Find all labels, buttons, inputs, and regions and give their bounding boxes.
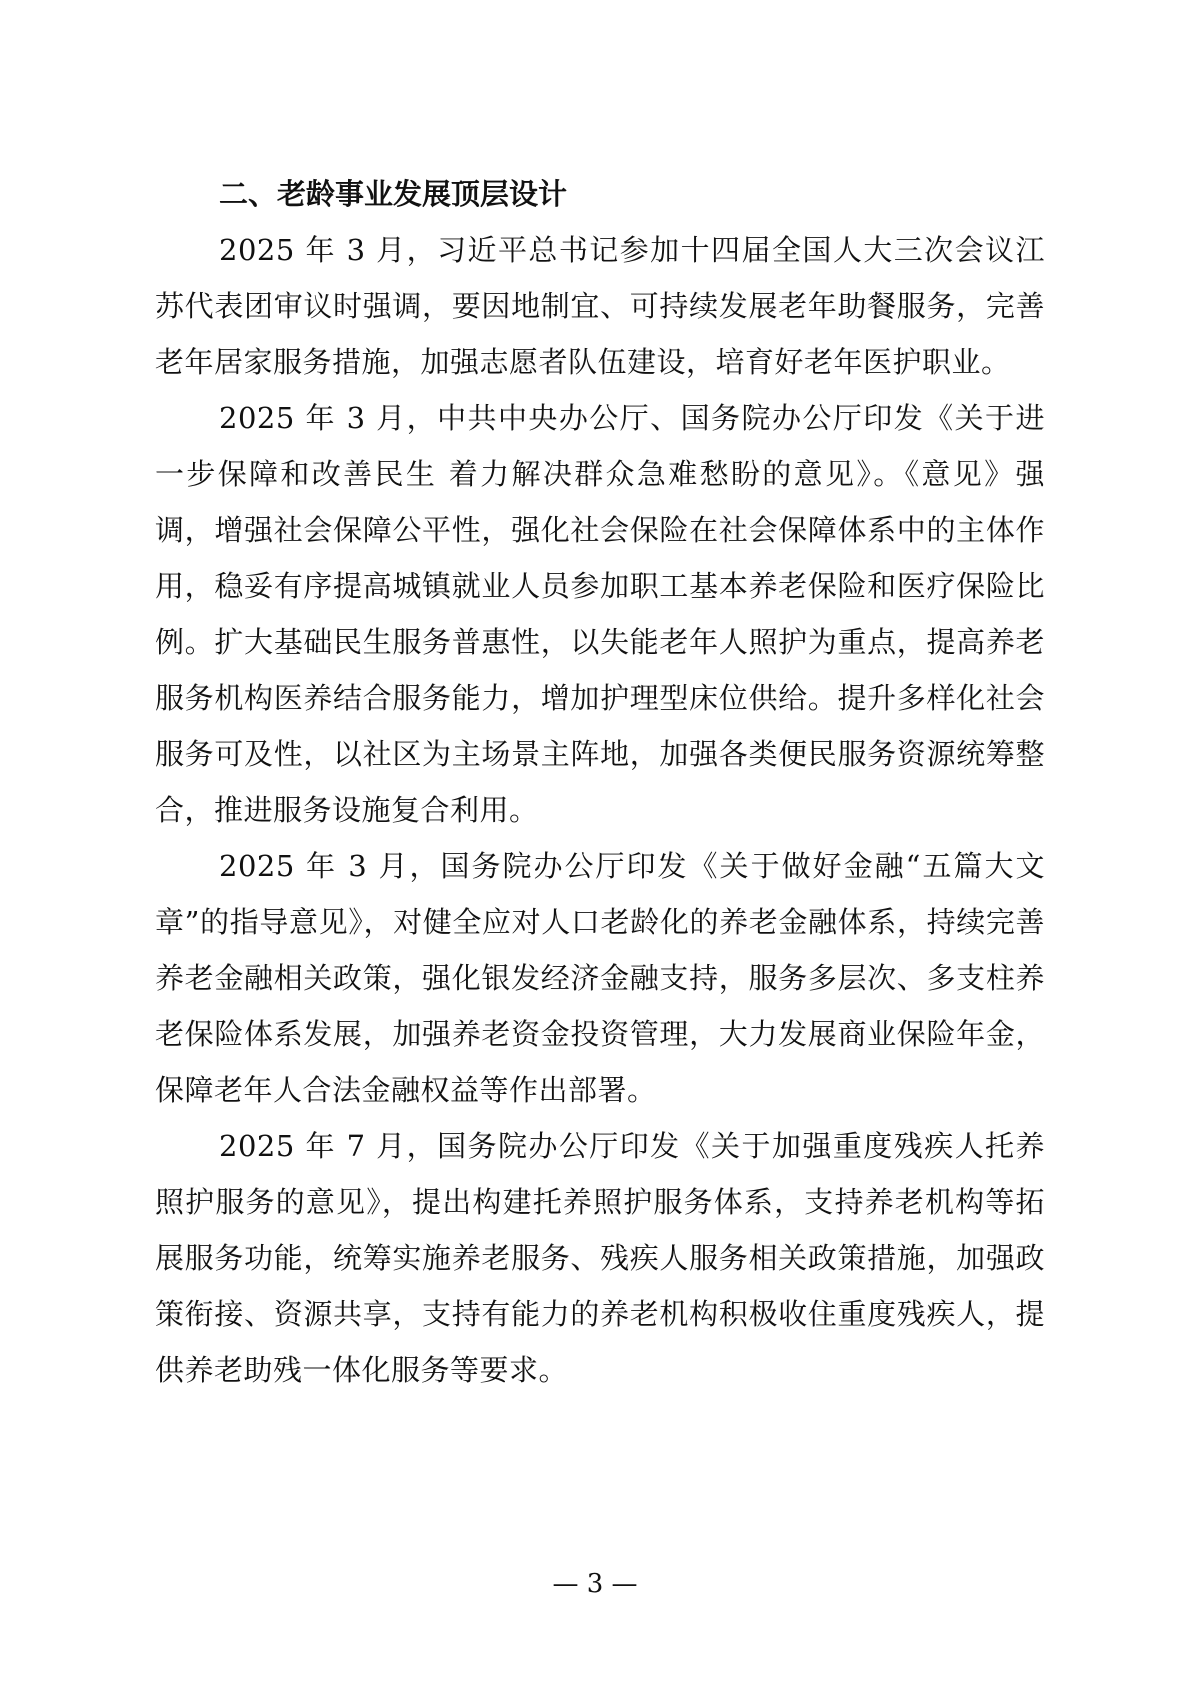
paragraph-finance-guidance: 2025 年 3 月，国务院办公厅印发《关于做好金融“五篇大文章”的指导意见》，对健全应对人口老龄化的养老金融体系，持续完善养老金融相关政策，强化银发经济金融支持，服务多层次、多支柱养老保险体系发展，加强养老资金投资管理，大力发展商业保险年金，保障老年人合法金融权益等作出部署。 (155, 849, 1045, 1107)
document-body (155, 166, 1045, 1398)
paragraph-livelihood-opinion: 2025 年 3 月，中共中央办公厅、国务院办公厅印发《关于进一步保障和改善民生 着力解决群众急难愁盼的意见》。《意见》强调，增强社会保障公平性，强化社会保险在社会保障体系中的主体作用，稳妥有序提高城镇就业人员参加职工基本养老保险和医疗保险比例。扩大基础民生服务普惠性，以失能老年人照护为重点，提高养老服务机构医养结合服务能力，增加护理型床位供给。提升多样化社会服务可及性，以社区为主场景主阵地，加强各类便民服务资源统筹整合，推进服务设施复合利用。 (155, 401, 1045, 827)
paragraph-disability-care: 2025 年 7 月，国务院办公厅印发《关于加强重度残疾人托养照护服务的意见》，提出构建托养照护服务体系，支持养老机构等拓展服务功能，统筹实施养老服务、残疾人服务相关政策措施，加强政策衔接、资源共享，支持有能力的养老机构积极收住重度残疾人，提供养老助残一体化服务等要求。 (155, 1129, 1045, 1387)
page-number: — 3 — (552, 1569, 638, 1599)
paragraph-xi-jinping-jiangsu: 2025 年 3 月，习近平总书记参加十四届全国人大三次会议江苏代表团审议时强调，要因地制宜、可持续发展老年助餐服务，完善老年居家服务措施，加强志愿者队伍建设，培育好老年医护职业。 (155, 233, 1045, 379)
section-heading: 二、老龄事业发展顶层设计 (219, 177, 568, 211)
